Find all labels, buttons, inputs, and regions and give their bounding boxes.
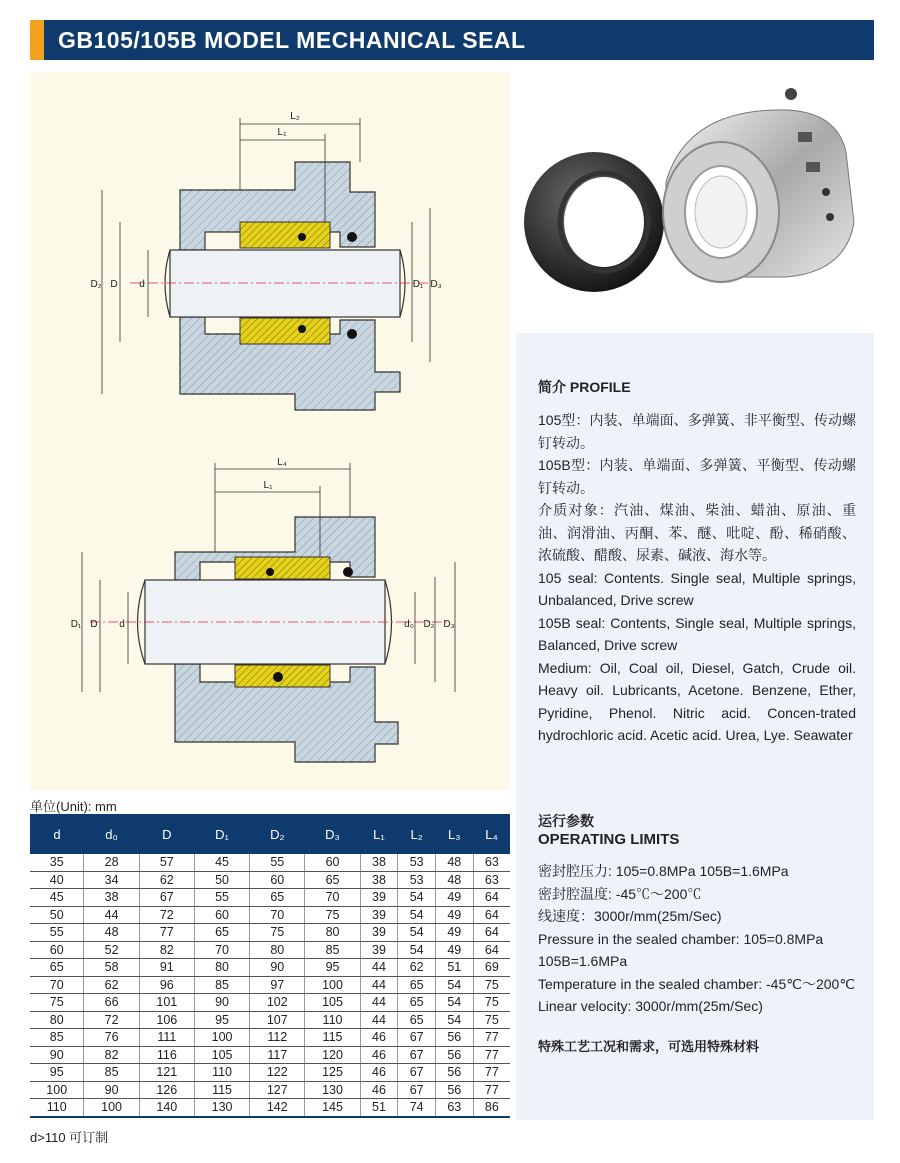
table-cell: 55 — [194, 889, 249, 907]
table-cell: 54 — [398, 889, 436, 907]
table-cell: 64 — [473, 889, 510, 907]
table-cell: 112 — [250, 1029, 305, 1047]
table-row — [30, 1046, 510, 1064]
table-cell: 130 — [194, 1099, 249, 1117]
mechanical-seal-photo — [516, 72, 874, 328]
operating-line: Temperature in the sealed chamber: -45℃～200℃ — [538, 975, 856, 992]
table-cell: 44 — [360, 959, 398, 977]
table-cell: 100 — [30, 1081, 84, 1099]
operating-line: 密封腔压力: 105=0.8MPa 105B=1.6MPa — [538, 863, 789, 879]
table-cell: 65 — [250, 889, 305, 907]
table-row — [30, 1011, 510, 1029]
table-cell: 63 — [435, 1099, 473, 1117]
table-body — [30, 854, 510, 1117]
profile-paragraph-medium-en: Medium: Oil, Coal oil, Diesel, Gatch, Crude oil. Heavy oil. Lubricants, Acetone. Benzene, Ether, Pyridine, Phenol. Nitric acid. Concen-trated hydrochloric acid. Acetic acid. Urea, Lye. Seawater — [538, 659, 856, 743]
table-cell: 145 — [305, 1099, 360, 1117]
dim-d: D — [110, 279, 118, 290]
table-cell: 54 — [398, 941, 436, 959]
table-cell: 49 — [435, 906, 473, 924]
table-cell: 67 — [139, 889, 194, 907]
table-cell: 77 — [473, 1029, 510, 1047]
col-header: D — [139, 814, 194, 854]
rubber-ring — [524, 152, 664, 292]
table-cell: 56 — [435, 1029, 473, 1047]
table-cell: 116 — [139, 1046, 194, 1064]
table-cell: 75 — [473, 994, 510, 1012]
profile-paragraph-105-en: 105 seal: Contents. Single seal, Multiple springs, Unbalanced, Drive screw — [538, 569, 856, 608]
dimension-table — [30, 814, 510, 1118]
table-cell: 125 — [305, 1064, 360, 1082]
table-cell: 110 — [305, 1011, 360, 1029]
table-cell: 67 — [398, 1064, 436, 1082]
table-cell: 91 — [139, 959, 194, 977]
product-photo — [516, 72, 874, 328]
dim-shaft-d-b: d — [119, 619, 125, 630]
shaft — [170, 250, 400, 317]
table-cell: 90 — [84, 1081, 139, 1099]
table-cell: 46 — [360, 1046, 398, 1064]
table-cell: 106 — [139, 1011, 194, 1029]
table-cell: 39 — [360, 941, 398, 959]
table-cell: 97 — [250, 976, 305, 994]
table-cell: 95 — [194, 1011, 249, 1029]
table-row — [30, 1064, 510, 1082]
table-cell: 122 — [250, 1064, 305, 1082]
table-cell: 110 — [194, 1064, 249, 1082]
table-cell: 117 — [250, 1046, 305, 1064]
table-cell: 80 — [30, 1011, 84, 1029]
metal-seal-body — [663, 88, 854, 282]
profile-paragraph-105b: 105B型：内装、单端面、多弹簧、平衡型、传动螺钉转动。 — [538, 457, 856, 496]
table-cell: 63 — [473, 871, 510, 889]
seal-rotating-lower — [240, 318, 330, 344]
table-cell: 140 — [139, 1099, 194, 1117]
table-cell: 82 — [84, 1046, 139, 1064]
table-cell: 105 — [194, 1046, 249, 1064]
table-cell: 34 — [84, 871, 139, 889]
table-cell: 62 — [139, 871, 194, 889]
table-cell: 90 — [30, 1046, 84, 1064]
table-cell: 53 — [398, 871, 436, 889]
table-cell: 65 — [194, 924, 249, 942]
table-cell: 105 — [305, 994, 360, 1012]
table-cell: 49 — [435, 924, 473, 942]
table-cell: 100 — [84, 1099, 139, 1117]
table-cell: 38 — [360, 854, 398, 871]
table-cell: 82 — [139, 941, 194, 959]
table-cell: 38 — [360, 871, 398, 889]
table-cell: 70 — [250, 906, 305, 924]
drawing-panel — [30, 72, 510, 790]
operating-line: 密封腔温度: -45℃～200℃ — [538, 885, 702, 902]
table-cell: 60 — [305, 854, 360, 871]
operating-heading-cn: 运行参数 — [538, 813, 594, 829]
table-cell: 60 — [30, 941, 84, 959]
col-header: d₀ — [84, 814, 139, 854]
table-cell: 46 — [360, 1029, 398, 1047]
table-cell: 51 — [360, 1099, 398, 1117]
table-cell: 54 — [398, 906, 436, 924]
table-cell: 75 — [305, 906, 360, 924]
table-cell: 39 — [360, 906, 398, 924]
table-cell: 70 — [30, 976, 84, 994]
table-cell: 75 — [250, 924, 305, 942]
table-cell: 35 — [30, 854, 84, 871]
table-cell: 48 — [435, 871, 473, 889]
dim-shaft-d: d — [139, 279, 145, 290]
page-title: GB105/105B MODEL MECHANICAL SEAL — [58, 27, 526, 53]
technical-drawings — [30, 72, 510, 790]
dim-d0: d₀ — [404, 619, 414, 630]
table-row — [30, 959, 510, 977]
table-row — [30, 1099, 510, 1117]
dim-d2-b: D₂ — [423, 619, 435, 630]
table-cell: 96 — [139, 976, 194, 994]
table-cell: 57 — [139, 854, 194, 871]
table-cell: 65 — [398, 1011, 436, 1029]
table-cell: 62 — [84, 976, 139, 994]
table-cell: 77 — [473, 1046, 510, 1064]
table-cell: 60 — [250, 871, 305, 889]
table-cell: 46 — [360, 1081, 398, 1099]
table-cell: 75 — [30, 994, 84, 1012]
table-cell: 77 — [473, 1081, 510, 1099]
table-cell: 100 — [194, 1029, 249, 1047]
table-cell: 85 — [305, 941, 360, 959]
dim-d3-b: D₃ — [443, 619, 455, 630]
dim-d1-b: D₁ — [70, 619, 82, 630]
table-cell: 54 — [435, 976, 473, 994]
table-row — [30, 854, 510, 871]
table-cell: 74 — [398, 1099, 436, 1117]
table-cell: 66 — [84, 994, 139, 1012]
table-row — [30, 1081, 510, 1099]
col-header: L₄ — [473, 814, 510, 854]
table-cell: 55 — [250, 854, 305, 871]
table-cell: 80 — [250, 941, 305, 959]
table-cell: 85 — [30, 1029, 84, 1047]
col-header: D₃ — [305, 814, 360, 854]
table-cell: 80 — [194, 959, 249, 977]
table-cell: 54 — [435, 994, 473, 1012]
table-cell: 90 — [250, 959, 305, 977]
table-cell: 75 — [473, 976, 510, 994]
profile-paragraph-105b-en: 105B seal: Contents, Single seal, Multiple springs, Balanced, Drive screw — [538, 614, 856, 653]
table-row — [30, 941, 510, 959]
table-cell: 110 — [30, 1099, 84, 1117]
table-cell: 63 — [473, 854, 510, 871]
table-cell: 70 — [305, 889, 360, 907]
table-cell: 90 — [194, 994, 249, 1012]
table-row — [30, 924, 510, 942]
table-cell: 48 — [435, 854, 473, 871]
table-cell: 53 — [398, 854, 436, 871]
table-cell: 95 — [305, 959, 360, 977]
profile-heading: 简介 PROFILE — [538, 379, 631, 395]
table-cell: 70 — [194, 941, 249, 959]
table-row — [30, 994, 510, 1012]
table-cell: 64 — [473, 924, 510, 942]
table-cell: 102 — [250, 994, 305, 1012]
col-header: L₁ — [360, 814, 398, 854]
table-cell: 130 — [305, 1081, 360, 1099]
dim-l4: L₄ — [277, 457, 287, 468]
table-cell: 127 — [250, 1081, 305, 1099]
table-cell: 28 — [84, 854, 139, 871]
special-note: 特殊工艺工况和需求，可选用特殊材料 — [538, 1038, 760, 1054]
table-cell: 65 — [30, 959, 84, 977]
table-cell: 56 — [435, 1064, 473, 1082]
dim-d3: D₃ — [430, 279, 442, 290]
table-cell: 56 — [435, 1081, 473, 1099]
table-cell: 62 — [398, 959, 436, 977]
dim-l2: L₂ — [290, 111, 300, 122]
table-cell: 65 — [398, 976, 436, 994]
table-cell: 67 — [398, 1046, 436, 1064]
table-cell: 72 — [139, 906, 194, 924]
table-cell: 44 — [360, 1011, 398, 1029]
table-cell: 51 — [435, 959, 473, 977]
table-cell: 121 — [139, 1064, 194, 1082]
table-cell: 100 — [305, 976, 360, 994]
table-cell: 86 — [473, 1099, 510, 1117]
table-cell: 54 — [435, 1011, 473, 1029]
dim-l1-b: L₁ — [263, 480, 273, 491]
table-cell: 65 — [398, 994, 436, 1012]
dim-d-b: D — [90, 619, 98, 630]
profile-panel — [516, 333, 874, 1120]
unit-label: 单位(Unit): mm — [30, 799, 117, 814]
table-cell: 50 — [194, 871, 249, 889]
operating-line: Linear velocity: 3000r/mm(25m/Sec) — [538, 998, 763, 1014]
col-header: D₂ — [250, 814, 305, 854]
table-cell: 52 — [84, 941, 139, 959]
table-cell: 45 — [194, 854, 249, 871]
table-cell: 80 — [305, 924, 360, 942]
table-cell: 67 — [398, 1029, 436, 1047]
table-row — [30, 976, 510, 994]
drawing-105 — [90, 111, 441, 410]
table-cell: 44 — [360, 976, 398, 994]
table-cell: 142 — [250, 1099, 305, 1117]
table-cell: 49 — [435, 889, 473, 907]
table-cell: 46 — [360, 1064, 398, 1082]
table-cell: 45 — [30, 889, 84, 907]
table-cell: 107 — [250, 1011, 305, 1029]
seal-rotating-upper — [240, 222, 330, 248]
seal-rotating-upper-b — [235, 557, 330, 579]
table-cell: 54 — [398, 924, 436, 942]
drawing-105b — [71, 457, 455, 762]
table-cell: 76 — [84, 1029, 139, 1047]
table-cell: 49 — [435, 941, 473, 959]
table-cell: 39 — [360, 889, 398, 907]
operating-line: Pressure in the sealed chamber: 105=0.8MPa 105B=1.6MPa — [538, 930, 824, 969]
table-header-row — [30, 814, 510, 854]
table-cell: 77 — [473, 1064, 510, 1082]
table-row — [30, 871, 510, 889]
table-cell: 69 — [473, 959, 510, 977]
table-row — [30, 906, 510, 924]
table-cell: 72 — [84, 1011, 139, 1029]
table-cell: 50 — [30, 906, 84, 924]
page-header — [30, 20, 874, 60]
dim-d1: D₁ — [412, 279, 424, 290]
col-header: L₃ — [435, 814, 473, 854]
operating-line: 线速度：3000r/mm(25m/Sec) — [538, 908, 722, 924]
col-header: D₁ — [194, 814, 249, 854]
table-cell: 101 — [139, 994, 194, 1012]
table-cell: 56 — [435, 1046, 473, 1064]
table-cell: 95 — [30, 1064, 84, 1082]
profile-paragraph-105: 105型：内装、单端面、多弹簧、非平衡型、传动螺钉转动。 — [538, 412, 856, 451]
profile-paragraph-medium-cn: 介质对象：汽油、煤油、柴油、蜡油、原油、重油、润滑油、丙酮、苯、醚、吡啶、酚、稀硝酸、浓硫酸、醋酸、尿素、碱液、海水等。 — [538, 502, 856, 563]
table-cell: 85 — [84, 1064, 139, 1082]
col-header: L₂ — [398, 814, 436, 854]
table-cell: 44 — [84, 906, 139, 924]
header-accent-bar — [30, 20, 44, 60]
col-header: d — [30, 814, 84, 854]
table-cell: 58 — [84, 959, 139, 977]
table-cell: 120 — [305, 1046, 360, 1064]
table-cell: 44 — [360, 994, 398, 1012]
table-cell: 77 — [139, 924, 194, 942]
table-cell: 38 — [84, 889, 139, 907]
table-cell: 111 — [139, 1029, 194, 1047]
custom-size-note: d>110 可订制 — [30, 1130, 109, 1145]
table-cell: 39 — [360, 924, 398, 942]
table-cell: 60 — [194, 906, 249, 924]
table-cell: 48 — [84, 924, 139, 942]
table-cell: 75 — [473, 1011, 510, 1029]
table-cell: 85 — [194, 976, 249, 994]
table-row — [30, 1029, 510, 1047]
table-cell: 64 — [473, 941, 510, 959]
table-cell: 55 — [30, 924, 84, 942]
table-cell: 40 — [30, 871, 84, 889]
table-row — [30, 889, 510, 907]
table-cell: 64 — [473, 906, 510, 924]
table-cell: 126 — [139, 1081, 194, 1099]
dim-l1: L₁ — [277, 127, 287, 138]
table-cell: 115 — [305, 1029, 360, 1047]
table-cell: 115 — [194, 1081, 249, 1099]
dim-d2: D₂ — [90, 279, 102, 290]
operating-heading-en: OPERATING LIMITS — [538, 831, 680, 848]
table-cell: 67 — [398, 1081, 436, 1099]
table-cell: 65 — [305, 871, 360, 889]
